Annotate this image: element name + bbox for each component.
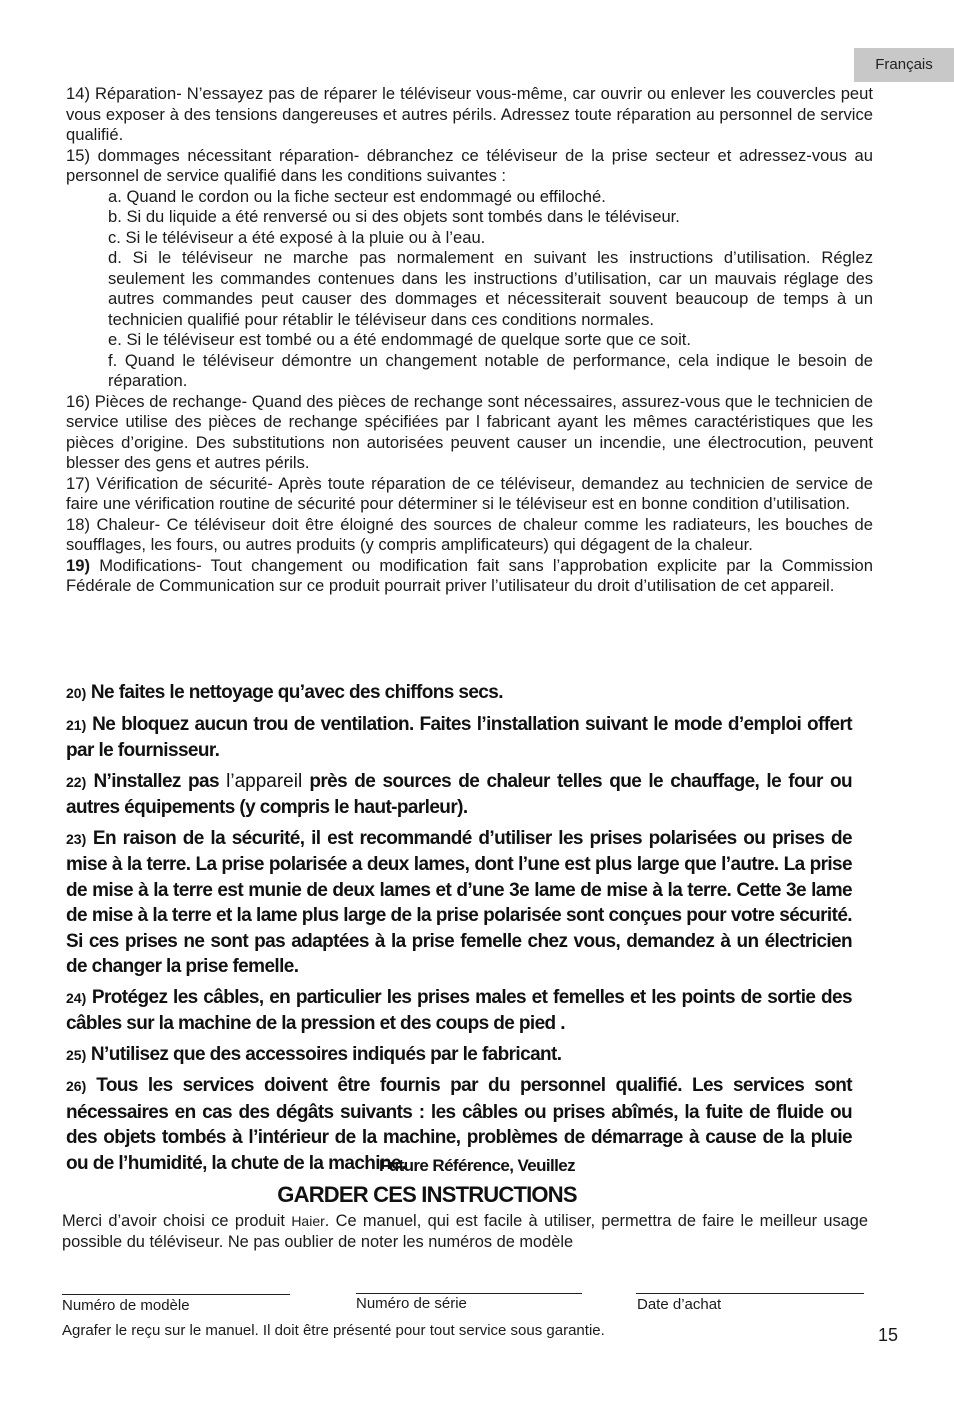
thank-you-paragraph bbox=[62, 1211, 868, 1253]
model-number-line[interactable] bbox=[62, 1294, 290, 1295]
item-number: 23) bbox=[66, 830, 87, 847]
item-text: N’installez pas bbox=[93, 770, 227, 792]
item-24 bbox=[66, 985, 852, 1037]
item-15b: b. Si du liquide a été renversé ou si des objets sont tombés dans le téléviseur. bbox=[108, 207, 680, 226]
thank-you-text-cont: . Ce manuel, qui est facile à utiliser, permettra de faire le meilleur usage possible du téléviseur. Ne pas oublier de noter les numéros de modèle bbox=[62, 1212, 869, 1251]
purchase-date-label: Date d’achat bbox=[637, 1296, 722, 1313]
brand-name: Haier bbox=[291, 1213, 325, 1229]
item-number: 22) bbox=[66, 773, 87, 790]
item-text: Protégez les câbles, en particulier les prises males et femelles et les points de sortie des câbles sur la machine de la pression et des coups de pied . bbox=[66, 986, 852, 1034]
safety-instructions-upper bbox=[66, 84, 873, 597]
item-20 bbox=[66, 680, 852, 707]
keep-instructions-heading: GARDER CES INSTRUCTIONS bbox=[277, 1182, 577, 1207]
item-22 bbox=[66, 769, 852, 821]
language-tab: Français bbox=[854, 48, 954, 82]
item-14: 14) Réparation- N’essayez pas de réparer le téléviseur vous-même, car ouvrir ou enlever les couvercles peut vous exposer à des tensions dangereuses et autres périls. Adressez toute réparation au personnel de service qualifié. bbox=[66, 84, 873, 144]
item-number: 21) bbox=[66, 716, 87, 733]
safety-instructions-lower bbox=[66, 680, 852, 1181]
item-21 bbox=[66, 712, 852, 764]
thank-you-text: Merci d’avoir choisi ce produit bbox=[62, 1212, 292, 1230]
item-text: Tous les services doivent être fournis par du personnel qualifié. Les services sont nécessaires en cas des dégâts suivants : les câbles ou prises abîmés, la fuite de fluide ou des objets tombés à l’intérieur de la machine, problèmes de démarrage à cause de la pluie ou de l’humidité, la chute de la machine. bbox=[66, 1075, 852, 1174]
item-text-inline: l’appareil bbox=[226, 770, 303, 792]
item-text: En raison de la sécurité, il est recommandé d’utiliser les prises polarisées ou prises de mise à la terre. La prise polarisée a deux lames, dont l’une est plus large que l’autre. La prise de mise à la terre est munie de deux lames et d’une 3e lame de mise à la terre. Cette 3e lame de mise à la terre et la lame plus large de la prise polarisée sont conçues pour votre sécurité. Si ces prises ne sont pas adaptées à la prise femelle chez vous, demandez à un électricien de changer la prise femelle. bbox=[66, 827, 852, 977]
item-number: 24) bbox=[66, 989, 87, 1006]
item-15c: c. Si le téléviseur a été exposé à la pluie ou à l’eau. bbox=[108, 227, 486, 247]
item-number: 20) bbox=[66, 685, 87, 701]
item-15f: f. Quand le téléviseur démontre un changement notable de performance, cela indique le besoin de réparation. bbox=[108, 350, 873, 390]
item-19 bbox=[66, 556, 873, 597]
item-18: 18) Chaleur- Ce téléviseur doit être éloigné des sources de chaleur comme les radiateurs, les bouches de soufflages, les fours, ou autres produits (y compris amplificateurs) qui dégagent de la chaleur. bbox=[66, 514, 873, 554]
item-text: N’utilisez que des accessoires indiqués par le fabricant. bbox=[90, 1043, 562, 1065]
item-17: 17) Vérification de sécurité- Après toute réparation de ce téléviseur, demandez au technicien de service de faire une vérification routine de sécurité pour déterminer si le téléviseur est en bonne condition d’utilisation. bbox=[66, 473, 873, 513]
item-23 bbox=[66, 826, 852, 980]
serial-number-line[interactable] bbox=[356, 1293, 582, 1294]
item-text: Ne bloquez aucun trou de ventilation. Faites l’installation suivant le mode d’emploi offert par le fournisseur. bbox=[66, 713, 852, 761]
page-number: 15 bbox=[878, 1325, 899, 1345]
item-15: 15) dommages nécessitant réparation- débranchez ce téléviseur de la prise secteur et adressez-vous au personnel de service qualifié dans les conditions suivantes : bbox=[66, 145, 873, 185]
staple-receipt-note: Agrafer le reçu sur le manuel. Il doit être présenté pour tout service sous garantie. bbox=[62, 1322, 605, 1339]
item-text: près de sources de chaleur telles que le chauffage, le four ou autres équipements (y compris le haut-parleur). bbox=[66, 770, 852, 818]
item-15a: a. Quand le cordon ou la fiche secteur est endommagé ou effiloché. bbox=[108, 186, 606, 206]
purchase-date-line[interactable] bbox=[636, 1293, 864, 1294]
serial-number-label: Numéro de série bbox=[356, 1295, 467, 1312]
item-19-number: 19) bbox=[66, 555, 90, 575]
item-25 bbox=[66, 1042, 852, 1069]
item-16: 16) Pièces de rechange- Quand des pièces de rechange sont nécessaires, assurez-vous que le technicien de service utilise des pièces de rechange spécifiées par l fabricant ayant les mêmes caractéristiques que les pièces d’origine. Des substitutions non autorisées peuvent causer un incendie, une électrocution, peuvent blesser des gens et autres périls. bbox=[66, 391, 873, 472]
item-19-text: Modifications- Tout changement ou modification fait sans l’approbation explicite par la Commission Fédérale de Communication sur ce produit pourrait priver l’utilisateur du droit d’utilisation de cet appareil. bbox=[66, 555, 873, 595]
item-15e: e. Si le téléviseur est tombé ou a été endommagé de quelque sorte que ce soit. bbox=[108, 330, 691, 349]
item-number: 25) bbox=[66, 1046, 87, 1063]
future-reference-heading: Future Référence, Veuillez bbox=[378, 1156, 576, 1175]
item-text: Ne faites le nettoyage qu’avec des chiffons secs. bbox=[90, 682, 503, 703]
item-number: 26) bbox=[66, 1078, 87, 1094]
item-15d: d. Si le téléviseur ne marche pas normalement en suivant les instructions d’utilisation. Réglez seulement les commandes contenues dans les instructions d’utilisation, car un mauvais réglage des autres commandes peut causer des dommages et nécessiterait souvent beaucoup de temps à un technicien qualifié pour rétablir le téléviseur dans ces conditions normales. bbox=[108, 248, 873, 329]
model-number-label: Numéro de modèle bbox=[62, 1297, 190, 1314]
